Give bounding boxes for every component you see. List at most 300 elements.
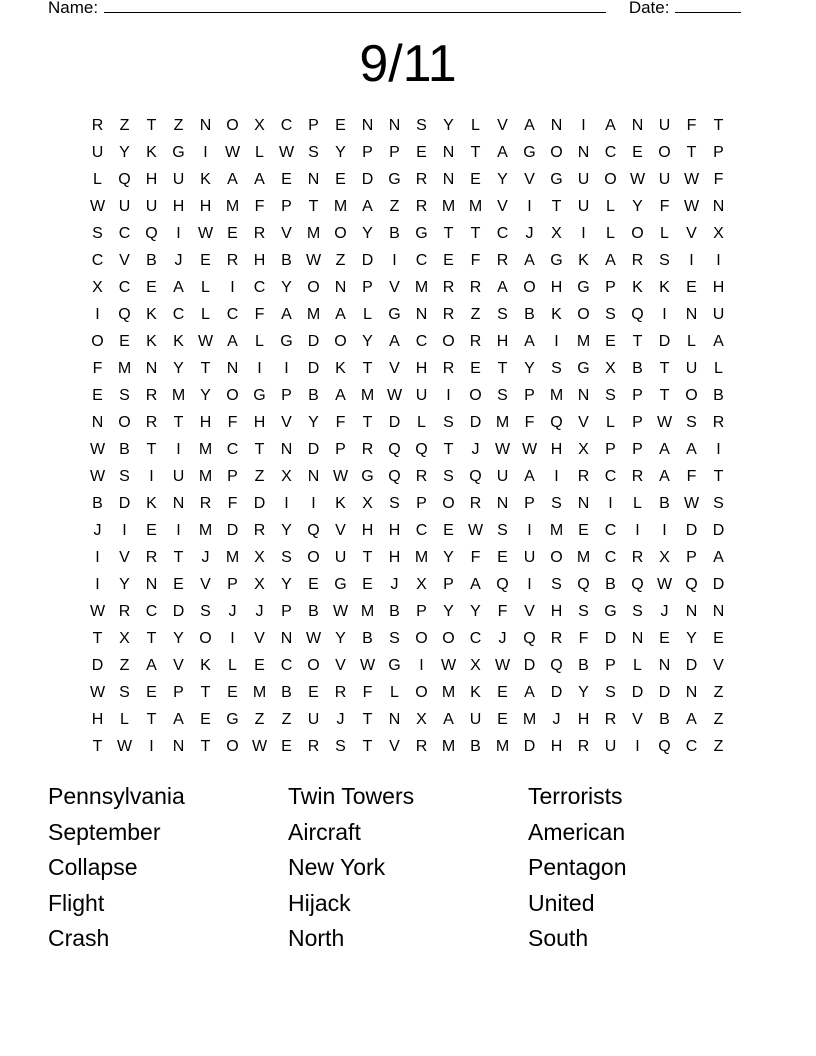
grid-letter: X xyxy=(281,468,292,485)
grid-letter: E xyxy=(686,279,697,296)
grid-letter: J xyxy=(660,603,669,620)
grid-letter: T xyxy=(362,414,373,431)
grid-letter: O xyxy=(415,630,428,647)
grid-letter: E xyxy=(173,576,184,593)
grid-letter: I xyxy=(257,360,262,377)
grid-letter: P xyxy=(173,684,184,701)
grid-letter: V xyxy=(281,414,292,431)
grid-letter: O xyxy=(307,279,320,296)
grid-letter: Y xyxy=(443,603,454,620)
grid-letter: B xyxy=(389,603,400,620)
grid-letter: D xyxy=(172,603,185,620)
grid-row xyxy=(84,139,732,166)
grid-letter: K xyxy=(146,333,157,350)
grid-letter: O xyxy=(685,387,698,404)
header-fields xyxy=(48,0,741,18)
grid-letter: R xyxy=(253,225,266,242)
grid-letter: Z xyxy=(470,306,481,323)
grid-letter: V xyxy=(254,630,265,647)
grid-letter: I xyxy=(635,738,640,755)
grid-letter: Y xyxy=(281,576,292,593)
grid-letter: T xyxy=(200,360,211,377)
grid-letter: S xyxy=(551,360,562,377)
grid-letter: H xyxy=(577,711,590,728)
date-label: Date: xyxy=(628,0,670,17)
grid-letter: K xyxy=(146,306,157,323)
grid-letter: M xyxy=(495,738,510,755)
grid-letter: A xyxy=(173,711,184,728)
grid-letter: C xyxy=(118,225,131,242)
grid-letter: P xyxy=(389,144,400,161)
grid-letter: G xyxy=(550,171,563,188)
grid-letter: E xyxy=(146,522,157,539)
word-bank-item: Pentagon xyxy=(528,854,627,880)
grid-letter: E xyxy=(308,576,319,593)
grid-letter: R xyxy=(415,171,428,188)
grid-letter: J xyxy=(390,576,399,593)
grid-letter: D xyxy=(550,684,563,701)
grid-letter: T xyxy=(146,630,157,647)
grid-letter: O xyxy=(442,333,455,350)
grid-letter: I xyxy=(230,630,235,647)
grid-letter: S xyxy=(497,387,508,404)
grid-letter: E xyxy=(443,252,454,269)
grid-letter: L xyxy=(471,117,480,134)
grid-row xyxy=(84,598,732,625)
grid-letter: R xyxy=(415,468,428,485)
grid-letter: O xyxy=(334,333,347,350)
grid-letter: O xyxy=(577,306,590,323)
grid-letter: I xyxy=(311,495,316,512)
grid-letter: R xyxy=(550,630,563,647)
grid-letter: Y xyxy=(119,144,130,161)
grid-letter: S xyxy=(335,738,346,755)
grid-letter: Y xyxy=(362,333,373,350)
grid-letter: U xyxy=(604,738,617,755)
grid-letter: F xyxy=(659,198,670,215)
grid-letter: D xyxy=(361,171,374,188)
grid-letter: S xyxy=(443,414,454,431)
grid-letter: K xyxy=(551,306,562,323)
grid-letter: G xyxy=(334,576,347,593)
grid-letter: A xyxy=(335,306,346,323)
grid-letter: K xyxy=(146,495,157,512)
grid-letter: E xyxy=(254,657,265,674)
grid-letter: M xyxy=(549,522,564,539)
grid-letter: C xyxy=(172,306,185,323)
grid-letter: N xyxy=(172,495,185,512)
grid-letter: K xyxy=(659,279,670,296)
grid-row xyxy=(84,166,732,193)
grid-letter: T xyxy=(470,144,481,161)
grid-row xyxy=(84,463,732,490)
grid-letter: U xyxy=(91,144,104,161)
grid-letter: M xyxy=(306,225,321,242)
grid-letter: Q xyxy=(145,225,158,242)
grid-letter: Y xyxy=(173,360,184,377)
grid-letter: P xyxy=(632,387,643,404)
grid-letter: R xyxy=(307,738,320,755)
grid-letter: L xyxy=(633,657,642,674)
grid-letter: V xyxy=(578,414,589,431)
grid-letter: W xyxy=(683,171,700,188)
grid-letter: Y xyxy=(335,630,346,647)
grid-letter: C xyxy=(415,333,428,350)
grid-letter: C xyxy=(118,279,131,296)
grid-letter: V xyxy=(200,576,211,593)
grid-letter: I xyxy=(176,522,181,539)
grid-letter: G xyxy=(172,144,185,161)
grid-letter: O xyxy=(91,333,104,350)
grid-letter: L xyxy=(417,414,426,431)
grid-letter: L xyxy=(606,198,615,215)
grid-letter: E xyxy=(335,117,346,134)
grid-letter: B xyxy=(578,657,589,674)
grid-letter: G xyxy=(604,603,617,620)
grid-letter: A xyxy=(227,333,238,350)
grid-letter: Y xyxy=(281,522,292,539)
grid-letter: Q xyxy=(496,576,509,593)
grid-letter: S xyxy=(497,522,508,539)
grid-letter: O xyxy=(442,495,455,512)
grid-letter: P xyxy=(362,279,373,296)
word-bank-item: New York xyxy=(288,854,386,880)
grid-letter: N xyxy=(415,306,428,323)
date-blank xyxy=(675,0,741,13)
grid-letter: V xyxy=(497,198,508,215)
grid-letter: B xyxy=(524,306,535,323)
grid-letter: N xyxy=(172,738,185,755)
grid-letter: O xyxy=(226,738,239,755)
grid-letter: H xyxy=(388,549,401,566)
grid-letter: T xyxy=(659,360,670,377)
grid-letter: C xyxy=(604,522,617,539)
grid-letter: W xyxy=(332,468,349,485)
grid-letter: D xyxy=(685,657,698,674)
grid-letter: C xyxy=(469,630,482,647)
grid-row xyxy=(84,544,732,571)
grid-letter: I xyxy=(284,495,289,512)
grid-letter: T xyxy=(443,225,454,242)
grid-letter: R xyxy=(145,387,158,404)
grid-letter: P xyxy=(605,279,616,296)
word-bank-item: Collapse xyxy=(48,854,138,880)
grid-letter: E xyxy=(281,738,292,755)
grid-letter: P xyxy=(227,576,238,593)
name-blank xyxy=(104,0,606,13)
grid-letter: G xyxy=(361,468,374,485)
grid-letter: V xyxy=(389,279,400,296)
grid-letter: S xyxy=(416,117,427,134)
grid-letter: W xyxy=(224,144,241,161)
grid-letter: D xyxy=(604,630,617,647)
grid-letter: R xyxy=(604,711,617,728)
grid-letter: H xyxy=(172,198,185,215)
grid-row xyxy=(84,733,732,760)
grid-letter: I xyxy=(662,522,667,539)
grid-letter: T xyxy=(146,117,157,134)
grid-letter: G xyxy=(577,279,590,296)
grid-letter: H xyxy=(550,603,563,620)
grid-letter: W xyxy=(305,630,322,647)
grid-row xyxy=(84,301,732,328)
grid-letter: A xyxy=(713,333,724,350)
grid-letter: I xyxy=(446,387,451,404)
grid-letter: V xyxy=(389,738,400,755)
grid-letter: D xyxy=(91,657,104,674)
grid-letter: J xyxy=(228,603,237,620)
word-bank-item: September xyxy=(48,818,161,845)
grid-letter: V xyxy=(173,657,184,674)
grid-letter: C xyxy=(604,549,617,566)
grid-letter: I xyxy=(176,441,181,458)
grid-letter: W xyxy=(629,171,646,188)
grid-letter: W xyxy=(521,441,538,458)
grid-letter: S xyxy=(659,252,670,269)
grid-letter: N xyxy=(712,198,725,215)
grid-letter: S xyxy=(605,387,616,404)
grid-letter: P xyxy=(632,414,643,431)
grid-letter: R xyxy=(118,603,131,620)
grid-letter: O xyxy=(334,225,347,242)
grid-letter: N xyxy=(199,117,212,134)
grid-letter: Q xyxy=(550,657,563,674)
grid-letter: S xyxy=(551,576,562,593)
grid-letter: T xyxy=(308,198,319,215)
grid-letter: R xyxy=(226,252,239,269)
grid-letter: W xyxy=(116,738,133,755)
grid-letter: C xyxy=(226,306,239,323)
grid-row xyxy=(84,436,732,463)
grid-letter: A xyxy=(443,711,454,728)
grid-letter: H xyxy=(550,738,563,755)
grid-letter: O xyxy=(307,657,320,674)
grid-letter: F xyxy=(470,549,481,566)
grid-letter: E xyxy=(146,279,157,296)
grid-letter: L xyxy=(660,225,669,242)
grid-letter: E xyxy=(227,684,238,701)
grid-letter: M xyxy=(360,603,375,620)
grid-letter: P xyxy=(362,144,373,161)
grid-letter: Q xyxy=(118,306,131,323)
grid-letter: H xyxy=(91,711,104,728)
grid-letter: M xyxy=(441,738,456,755)
grid-letter: J xyxy=(255,603,264,620)
grid-letter: I xyxy=(203,144,208,161)
grid-letter: A xyxy=(146,657,157,674)
grid-letter: N xyxy=(145,360,158,377)
grid-row xyxy=(84,409,732,436)
grid-letter: T xyxy=(497,360,508,377)
word-bank-item: South xyxy=(528,925,589,951)
grid-letter: N xyxy=(226,360,239,377)
grid-letter: R xyxy=(631,549,644,566)
grid-letter: L xyxy=(633,495,642,512)
grid-letter: J xyxy=(201,549,210,566)
grid-letter: R xyxy=(145,549,158,566)
grid-letter: A xyxy=(281,306,292,323)
grid-letter: S xyxy=(605,306,616,323)
grid-letter: G xyxy=(388,171,401,188)
grid-letter: E xyxy=(200,711,211,728)
grid-letter: E xyxy=(416,144,427,161)
grid-letter: U xyxy=(172,468,185,485)
grid-letter: E xyxy=(632,144,643,161)
grid-letter: A xyxy=(686,711,697,728)
grid-letter: R xyxy=(415,738,428,755)
grid-letter: R xyxy=(469,279,482,296)
grid-letter: N xyxy=(280,630,293,647)
grid-letter: F xyxy=(92,360,103,377)
grid-letter: L xyxy=(255,144,264,161)
grid-letter: E xyxy=(281,171,292,188)
grid-letter: K xyxy=(578,252,589,269)
grid-letter: E xyxy=(308,684,319,701)
grid-letter: V xyxy=(713,657,724,674)
grid-letter: N xyxy=(307,468,320,485)
word-bank-item: Flight xyxy=(48,889,105,916)
grid-row xyxy=(84,706,732,733)
grid-letter: R xyxy=(712,414,725,431)
grid-letter: A xyxy=(605,252,616,269)
grid-letter: T xyxy=(362,738,373,755)
grid-letter: M xyxy=(225,549,240,566)
grid-row xyxy=(84,517,732,544)
grid-letter: J xyxy=(336,711,345,728)
grid-letter: L xyxy=(606,225,615,242)
grid-letter: R xyxy=(145,414,158,431)
grid-letter: R xyxy=(253,522,266,539)
grid-letter: R xyxy=(442,360,455,377)
grid-letter: S xyxy=(281,549,292,566)
grid-row xyxy=(84,490,732,517)
grid-letter: I xyxy=(527,576,532,593)
grid-letter: V xyxy=(335,657,346,674)
grid-letter: B xyxy=(281,252,292,269)
grid-letter: U xyxy=(415,387,428,404)
grid-letter: O xyxy=(415,684,428,701)
grid-letter: V xyxy=(281,225,292,242)
grid-letter: L xyxy=(687,333,696,350)
grid-letter: O xyxy=(469,387,482,404)
grid-letter: Z xyxy=(119,657,130,674)
grid-letter: N xyxy=(685,684,698,701)
grid-letter: R xyxy=(199,495,212,512)
grid-letter: Z xyxy=(713,711,724,728)
grid-letter: Q xyxy=(550,414,563,431)
grid-letter: V xyxy=(524,171,535,188)
grid-letter: G xyxy=(523,144,536,161)
grid-letter: S xyxy=(497,306,508,323)
grid-letter: I xyxy=(230,279,235,296)
grid-letter: C xyxy=(226,441,239,458)
grid-letter: C xyxy=(280,117,293,134)
grid-letter: N xyxy=(442,171,455,188)
grid-letter: U xyxy=(334,549,347,566)
grid-letter: M xyxy=(333,198,348,215)
grid-letter: T xyxy=(362,549,373,566)
grid-letter: U xyxy=(685,360,698,377)
grid-letter: Y xyxy=(119,576,130,593)
word-bank xyxy=(48,780,768,958)
grid-letter: B xyxy=(659,711,670,728)
grid-letter: S xyxy=(686,414,697,431)
grid-letter: Y xyxy=(200,387,211,404)
grid-letter: K xyxy=(200,171,211,188)
grid-letter: E xyxy=(713,630,724,647)
grid-letter: P xyxy=(443,576,454,593)
grid-letter: A xyxy=(524,333,535,350)
grid-letter: K xyxy=(335,360,346,377)
grid-letter: B xyxy=(389,225,400,242)
grid-letter: M xyxy=(441,198,456,215)
grid-letter: A xyxy=(659,441,670,458)
grid-letter: A xyxy=(524,468,535,485)
grid-letter: Q xyxy=(118,171,131,188)
grid-letter: F xyxy=(713,171,724,188)
grid-letter: G xyxy=(226,711,239,728)
grid-letter: U xyxy=(496,468,509,485)
grid-letter: D xyxy=(658,684,671,701)
grid-letter: I xyxy=(284,360,289,377)
grid-letter: R xyxy=(577,468,590,485)
grid-letter: R xyxy=(91,117,104,134)
grid-letter: T xyxy=(200,738,211,755)
grid-letter: E xyxy=(92,387,103,404)
grid-letter: T xyxy=(146,711,157,728)
grid-letter: E xyxy=(470,360,481,377)
grid-letter: W xyxy=(683,198,700,215)
grid-letter: Q xyxy=(388,468,401,485)
grid-letter: P xyxy=(281,603,292,620)
grid-row xyxy=(84,679,732,706)
grid-letter: I xyxy=(581,117,586,134)
grid-row xyxy=(84,112,732,139)
grid-letter: P xyxy=(524,387,535,404)
grid-letter: M xyxy=(117,360,132,377)
grid-letter: W xyxy=(278,144,295,161)
grid-letter: R xyxy=(361,441,374,458)
grid-letter: R xyxy=(469,495,482,512)
grid-letter: X xyxy=(659,549,670,566)
name-label: Name: xyxy=(48,0,99,17)
grid-letter: B xyxy=(308,603,319,620)
grid-letter: O xyxy=(658,144,671,161)
grid-letter: E xyxy=(470,171,481,188)
grid-letter: B xyxy=(308,387,319,404)
grid-letter: R xyxy=(415,198,428,215)
grid-letter: V xyxy=(335,522,346,539)
grid-letter: O xyxy=(604,171,617,188)
grid-letter: A xyxy=(524,117,535,134)
grid-letter: Y xyxy=(686,630,697,647)
grid-letter: U xyxy=(712,306,725,323)
grid-letter: H xyxy=(253,252,266,269)
grid-letter: N xyxy=(388,117,401,134)
grid-letter: V xyxy=(686,225,697,242)
grid-letter: A xyxy=(713,549,724,566)
grid-letter: A xyxy=(524,252,535,269)
grid-row xyxy=(84,193,732,220)
grid-letter: Y xyxy=(281,279,292,296)
grid-letter: L xyxy=(390,684,399,701)
grid-letter: M xyxy=(198,441,213,458)
grid-letter: T xyxy=(92,630,103,647)
grid-letter: T xyxy=(659,387,670,404)
grid-letter: B xyxy=(470,738,481,755)
grid-letter: T xyxy=(173,549,184,566)
grid-letter: P xyxy=(227,468,238,485)
